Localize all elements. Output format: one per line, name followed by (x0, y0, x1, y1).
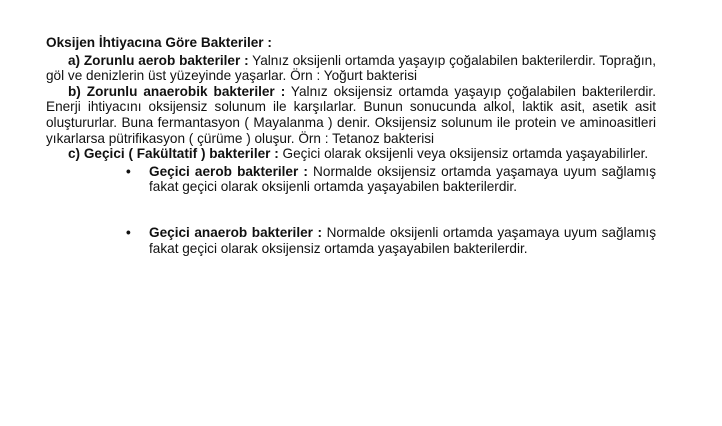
section-zorunlu-aerob (46, 53, 656, 84)
bullet-text: Normalde oksijensiz ortamda yaşamaya uyum sağlamış fakat geçici olarak oksijenli ortamda yaşayabilen bakterilerdir. (149, 163, 656, 195)
section-text: Geçici olarak oksijenli veya oksijensiz ortamda yaşayabilirler. (278, 146, 649, 162)
section-label: a) Zorunlu aerob bakteriler : (68, 52, 249, 68)
list-item-gecici-anaerob (126, 225, 656, 256)
bullet-list (46, 164, 656, 256)
section-text: Yalnız oksijensiz ortamda yaşayıp çoğalabilen bakterilerdir. Enerji ihtiyacını oksijensiz solunum ile karşılarlar. Bunun sonucunda alkol, laktik asit, asetik asit oluştururlar. Buna fermantasyon ( Mayalanma ) denir. Oksijensiz solunum ile protein ve aminoasitleri yıkarlarsa pütrifikasyon ( çürüme ) oluşur. Örn : Tetanoz bakterisi (46, 83, 656, 146)
bullet-icon: • (126, 224, 131, 240)
section-zorunlu-anaerobik (46, 84, 656, 146)
section-label: c) Geçici ( Fakültatif ) bakteriler : (68, 146, 279, 162)
section-label: b) Zorunlu anaerobik bakteriler : (68, 83, 286, 99)
bullet-text: Normalde oksijenli ortamda yaşamaya uyum sağlamış fakat geçici olarak oksijensiz ortamda yaşayabilen bakterilerdir. (149, 224, 656, 256)
bullet-icon: • (126, 163, 131, 179)
bullet-label: Geçici aerob bakteriler : (149, 163, 308, 179)
bullet-label: Geçici anaerob bakteriler : (149, 224, 323, 240)
list-item-gecici-aerob (126, 164, 656, 195)
section-text: Yalnız oksijenli ortamda yaşayıp çoğalabilen bakterilerdir. Toprağın, göl ve denizlerin üst yüzeyinde yaşarlar. Örn : Yoğurt bakterisi (46, 52, 656, 84)
document-body (46, 35, 656, 256)
document-title: Oksijen İhtiyacına Göre Bakteriler : (46, 35, 272, 50)
section-gecici-fakultatif (46, 146, 656, 162)
